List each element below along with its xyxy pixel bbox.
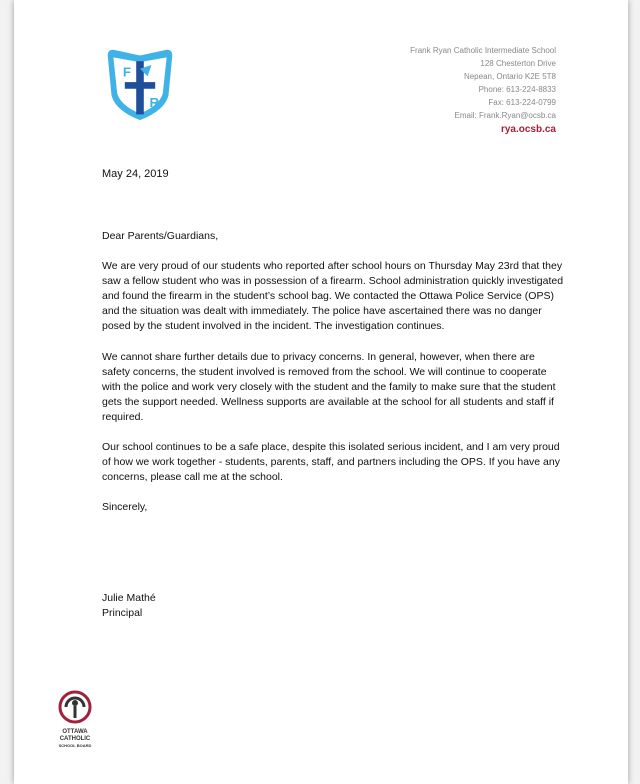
crest-letter-f: F	[122, 64, 132, 80]
address-line-2: Nepean, Ontario K2E 5T8	[463, 72, 556, 81]
school-crest-logo	[102, 46, 178, 122]
email: Email: Frank.Ryan@ocsb.ca	[454, 111, 556, 120]
phone: Phone: 613-224-8833	[478, 85, 556, 94]
board-name-line-1: OTTAWA	[62, 729, 88, 735]
address-line-1: 128 Chesterton Drive	[480, 59, 556, 68]
letter-page	[14, 0, 628, 784]
letter-date: May 24, 2019	[102, 168, 169, 180]
board-name-line-3: SCHOOL BOARD	[58, 743, 92, 748]
signer-name: Julie Mathé	[102, 592, 156, 604]
salutation: Dear Parents/Guardians,	[102, 230, 219, 242]
signer-title: Principal	[102, 607, 143, 619]
closing: Sincerely,	[102, 501, 148, 514]
board-logo	[50, 690, 100, 752]
paragraph-3: Our school continues to be a safe place, despite this isolated serious incident, and I am very proud of how we work together - students, parents, staff, and partners including the OPS. If you have any concerns, please call me at the school.	[102, 441, 560, 484]
fax: Fax: 613-224-0799	[488, 98, 556, 107]
website-link[interactable]: rya.ocsb.ca	[500, 124, 556, 135]
signature-block	[102, 591, 156, 621]
board-emblem-icon	[58, 690, 92, 724]
letter-body	[102, 229, 564, 530]
school-name: Frank Ryan Catholic Intermediate School	[410, 46, 556, 55]
crest-letter-r: R	[149, 94, 160, 110]
letterhead	[410, 44, 556, 137]
paragraph-1: We are very proud of our students who reported after school hours on Thursday May 23rd that they saw a fellow student who was in possession of a firearm. School administration quickly investigated and found the firearm in the student’s school bag. We contacted the Ottawa Police Service (OPS) and the situation was dealt with immediately. The police have ascertained there was no danger posed by the student involved in the incident. The investigation continues.	[102, 260, 564, 333]
paragraph-2: We cannot share further details due to privacy concerns. In general, however, when there are safety concerns, the student involved is removed from the school. We will continue to cooperate with the police and work very closely with the student and the family to make sure that the student gets the support needed. Wellness supports are available at the school for all students and staff if required.	[102, 350, 556, 423]
board-name-line-2: CATHOLIC	[59, 736, 91, 742]
